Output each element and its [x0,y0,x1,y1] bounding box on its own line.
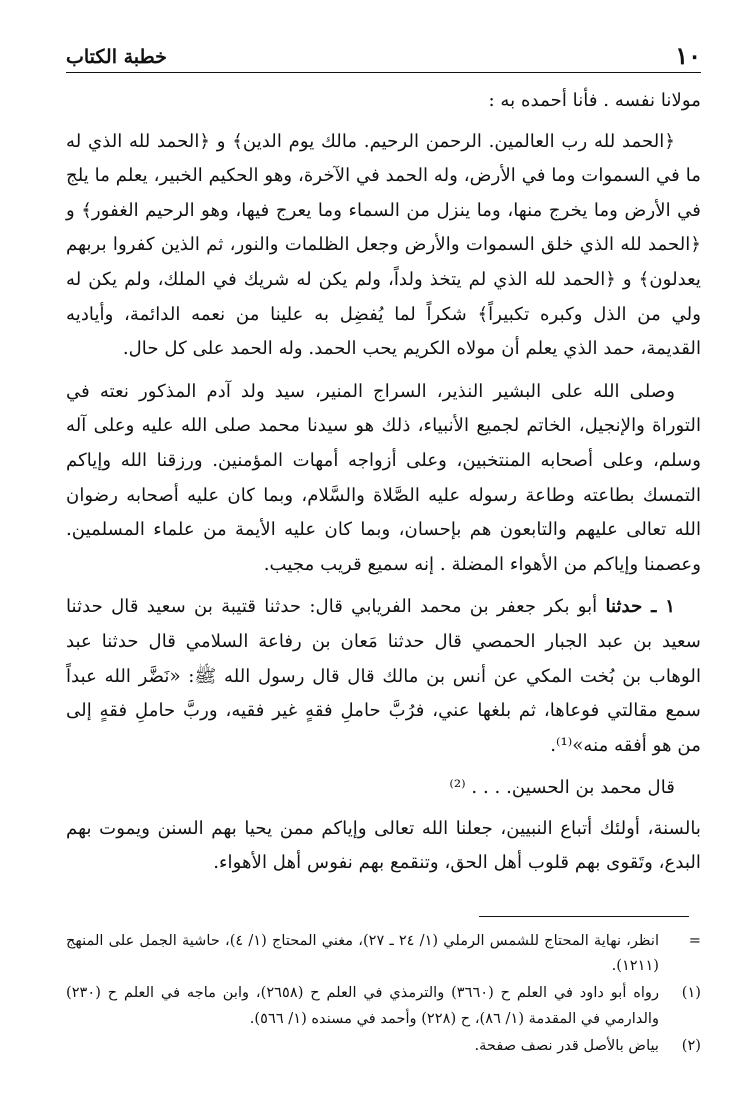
paragraph-intro: مولانا نفسه . فأنا أحمده به : [488,90,701,111]
page-header [66,30,701,73]
page-number: ١٠ [675,41,701,70]
footnote-divider [479,916,689,917]
footnote-text: انظر، نهاية المحتاج للشمس الرملي (١/ ٢٤ ـ ٢٧)، مغني المحتاج (١/ ٤)، حاشية الجمل على المنهج (١٢١١). [66,932,659,975]
running-title: خطبة الكتاب [66,46,167,68]
paragraph-salutation: وصلى الله على البشير النذير، السراج المنير، سيد ولد آدم المذكور نعته في التوراة والإنجيل، الخاتم لجميع الأنبياء، ذلك هو سيدنا محمد صلى الله عليه وعلى آله وسلم، وعلى أصحابه المنتخبين، وعلى أزواجه أمهات المؤمنين. ورزقنا الله وإياكم التمسك بطاعته وطاعة رسوله عليه الصَّلاة والسَّلام، وبما كان عليه أصحابه رضوان الله تعالى عليهم والتابعون هم بإحسان، وبما كان عليه الأيمة من علماء المسلمين. وعصمنا وإياكم من الأهواء المضلة . إنه سميع قريب مجيب. [66,380,701,575]
paragraph-hadith [66,590,701,763]
footnote-1 [66,980,701,1030]
paragraph-author-note: قال محمد بن الحسين. . . . ⁽²⁾ [449,777,675,799]
main-text [66,84,701,887]
footnote-text: رواه أبو داود في العلم ح (٣٦٦٠) والترمذي في العلم ح (٢٦٥٨)، وابن ماجه في العلم ح (٢٣٠) والدارمي في المقدمة (١/ ٨٦)، ح (٢٢٨) وأحمد في مسنده (١/ ٥٦٦). [66,984,660,1027]
footnote-2 [66,1033,701,1058]
paragraph-praise: ﴿الحمد لله رب العالمين. الرحمن الرحيم. مالك يوم الدين﴾ و ﴿الحمد لله الذي له ما في السموات وما في الأرض، وله الحمد في الآخرة، وهو الحكيم الخبير، يعلم ما يلج في الأرض وما يخرج منها، وما ينزل من السماء وما يعرج فيها، وهو الرحيم الغفور﴾ و ﴿الحمد لله الذي خلق السموات والأرض وجعل الظلمات والنور، ثم الذين كفروا بربهم يعدلون﴾ و ﴿الحمد لله الذي لم يتخذ ولداً، ولم يكن له شريك في الملك، ولم يكن له ولي من الذل وكبره تكبيراً﴾ شكراً لما يُفضِل به علينا من نعمه الدائمة، وأياديه القديمة، حمد الذي يعلم أن مولاه الكريم يحب الحمد. وله الحمد على كل حال. [66,130,701,360]
hadith-text: أبو بكر جعفر بن محمد الفريابي قال: حدثنا قتيبة بن سعيد قال حدثنا سعيد بن عبد الجبار الحمصي قال حدثنا مَعان بن رفاعة السلامي قال حدثنا عبد الوهاب بن بُخت المكي عن أنس بن مالك قال قال رسول الله ﷺ: «نَضَّر الله عبداً سمع مقالتي فوعاها، ثم بلغها عني، فرُبَّ حاملِ فقهٍ غير فقيه، وربَّ حاملِ فقهٍ إلى من هو أفقه منه»⁽¹⁾. [66,596,702,756]
footnotes [66,928,701,1060]
footnote-text: بياض بالأصل قدر نصف صفحة. [474,1036,659,1054]
footnote-mark: = [688,932,701,949]
footnote-continued [66,928,701,978]
footnote-mark: (٢) [681,1036,701,1054]
paragraph-closing: بالسنة، أولئك أتباع النبيين، جعلنا الله تعالى وإياكم ممن يحيا بهم السنن ويموت بهم البدع، وتَقوى بهم قلوب أهل الحق، وتنقمع بهم نفوس أهل الأهواء. [66,817,701,874]
hadith-number-label: ١ ـ حدثنا [605,596,675,618]
footnote-mark: (١) [681,984,701,1002]
